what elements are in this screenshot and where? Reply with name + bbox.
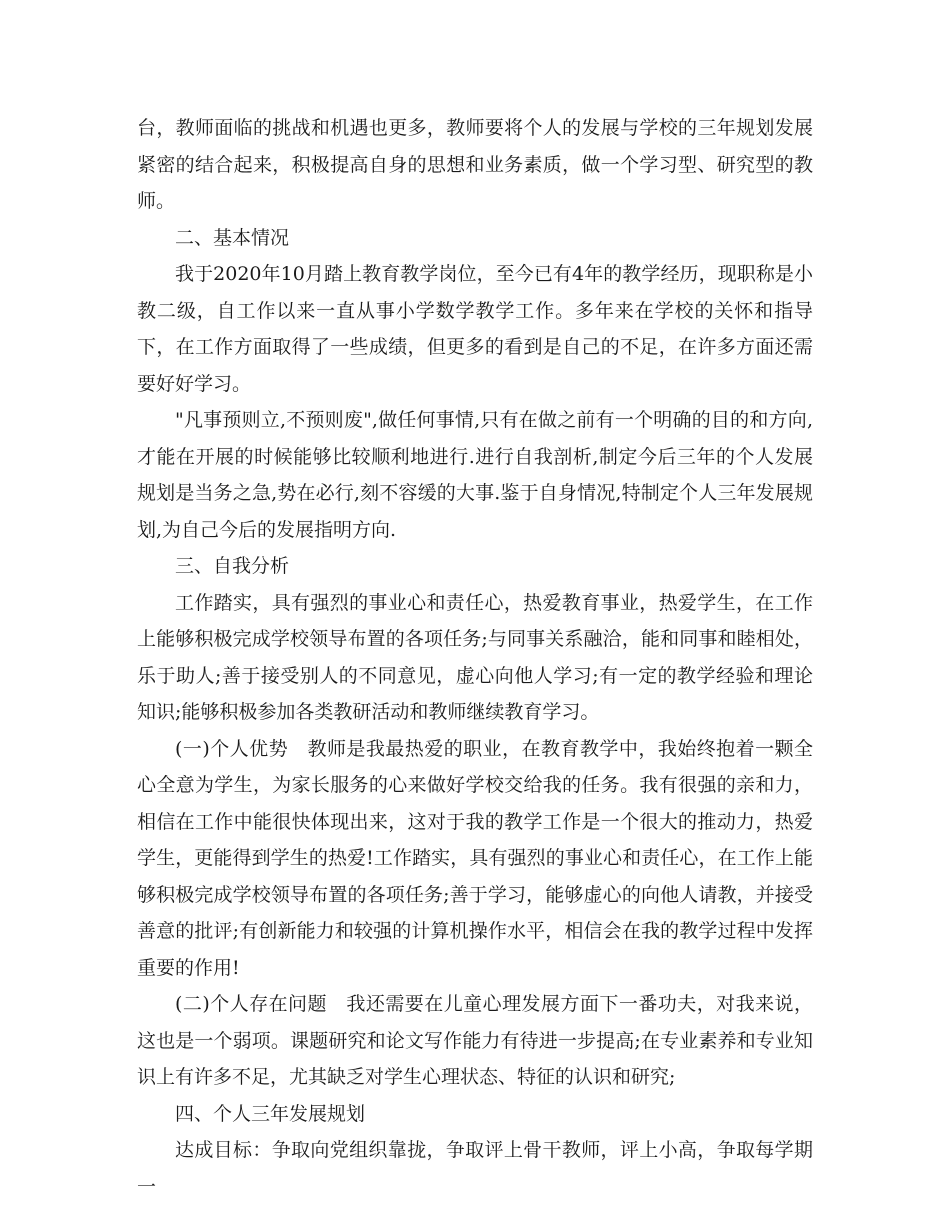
section-heading-basic-situation: 二、基本情况: [175, 226, 290, 249]
paragraph-planning-quote: "凡事预则立,不预则废",做任何事情,只有在做之前有一个明确的目的和方向,才能在开展的时候能够比较顺利地进行.进行自我剖析,制定今后三年的个人发展规划是当务之急,势在必行,刻不容缓的大事.鉴于自身情况,特制定个人三年发展规划,为自己今后的发展指明方向.: [137, 409, 813, 541]
paragraph-self-analysis: 工作踏实，具有强烈的事业心和责任心，热爱教育事业，热爱学生，在工作上能够积极完成学校领导布置的各项任务;与同事关系融洽，能和同事和睦相处，乐于助人;善于接受别人的不同意见，虚心向他人学习;有一定的教学经验和理论知识;能够积极参加各类教研活动和教师继续教育学习。: [137, 591, 813, 723]
paragraph-basic-situation: 我于2020年10月踏上教育教学岗位，至今已有4年的教学经历，现职称是小教二级，自工作以来一直从事小学数学教学工作。多年来在学校的关怀和指导下，在工作方面取得了一些成绩，但更多的看到是自己的不足，在许多方面还需要好好学习。: [137, 263, 813, 395]
paragraph-intro-continued: 台，教师面临的挑战和机遇也更多，教师要将个人的发展与学校的三年规划发展紧密的结合起来，积极提高自身的思想和业务素质，做一个学习型、研究型的教师。: [137, 117, 813, 212]
paragraph-personal-problems: (二)个人存在问题 我还需要在儿童心理发展方面下一番功夫，对我来说，这也是一个弱项。课题研究和论文写作能力有待进一步提高;在专业素养和专业知识上有许多不足，尤其缺乏对学生心理状态、特征的认识和研究;: [137, 993, 813, 1088]
paragraph-personal-strengths: (一)个人优势 教师是我最热爱的职业，在教育教学中，我始终抱着一颗全心全意为学生，为家长服务的心来做好学校交给我的任务。我有很强的亲和力，相信在工作中能很快体现出来，这对于我的教学工作是一个很大的推动力，热爱学生，更能得到学生的热爱!工作踏实，具有强烈的事业心和责任心，在工作上能够积极完成学校领导布置的各项任务;善于学习，能够虚心的向他人请教，并接受善意的批评;有创新能力和较强的计算机操作水平，相信会在我的教学过程中发挥重要的作用!: [137, 737, 813, 979]
section-heading-three-year-plan: 四、个人三年发展规划: [175, 1102, 366, 1125]
document-page: [137, 110, 813, 1205]
paragraph-goals: 达成目标：争取向党组织靠拢，争取评上骨干教师，评上小高，争取每学期一: [137, 1139, 813, 1198]
section-heading-self-analysis: 三、自我分析: [175, 555, 290, 577]
